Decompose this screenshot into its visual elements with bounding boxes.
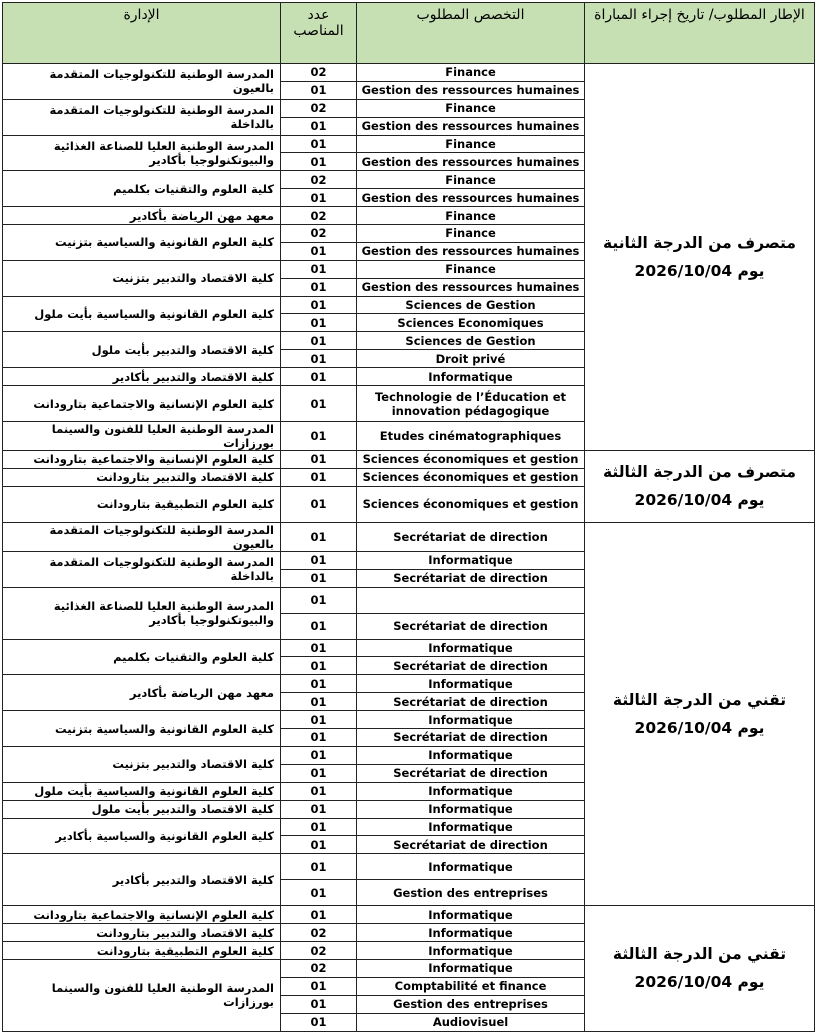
institution-name: كلية الاقتصاد والتدبير بأيت ملول <box>3 332 281 368</box>
institution-name: كلية الاقتصاد والتدبير بتارودانت <box>3 468 281 486</box>
positions-count: 01 <box>281 314 357 332</box>
institution-name: كلية الاقتصاد والتدبير بتارودانت <box>3 924 281 942</box>
positions-count: 02 <box>281 64 357 82</box>
header-row <box>3 3 815 64</box>
positions-count: 01 <box>281 818 357 836</box>
institution-name: كلية العلوم القانونية والسياسية بتزنيت <box>3 711 281 747</box>
positions-count: 01 <box>281 486 357 522</box>
specialty: Comptabilité et finance <box>357 977 585 995</box>
cadre-title: متصرف من الدرجة الثالثة <box>603 463 796 482</box>
specialty: Informatique <box>357 639 585 657</box>
exam-date: يوم 2026/10/04 <box>634 491 765 510</box>
institution-name: كلية العلوم القانونية والسياسية بتزنيت <box>3 225 281 261</box>
positions-count: 01 <box>281 782 357 800</box>
positions-count: 01 <box>281 906 357 924</box>
positions-count: 01 <box>281 153 357 171</box>
institution-name: كلية العلوم التطبيقية بتارودانت <box>3 486 281 522</box>
specialty: Droit privé <box>357 350 585 368</box>
specialty: Informatique <box>357 368 585 386</box>
positions-count: 01 <box>281 711 357 729</box>
institution-name: المدرسة الوطنية العليا للصناعة الغذائية والبيوتكنولوجيا بأكادير <box>3 587 281 639</box>
positions-count: 02 <box>281 207 357 225</box>
positions-count: 01 <box>281 746 357 764</box>
institution-name: كلية الاقتصاد والتدبير بأكادير <box>3 854 281 906</box>
specialty: Secrétariat de direction <box>357 764 585 782</box>
institution-name: كلية الاقتصاد والتدبير بأكادير <box>3 368 281 386</box>
positions-count: 01 <box>281 551 357 569</box>
specialty: Finance <box>357 260 585 278</box>
recruitment-table <box>2 2 815 1032</box>
specialty: Secrétariat de direction <box>357 613 585 639</box>
institution-name: المدرسة الوطنية العليا للصناعة الغذائية والبيوتكنولوجيا بأكادير <box>3 135 281 171</box>
cadre-cell <box>585 906 815 1031</box>
positions-count: 01 <box>281 522 357 551</box>
header-count: عدد المناصب <box>281 3 357 64</box>
table-row <box>3 522 815 551</box>
table-row <box>3 64 815 82</box>
specialty: Informatique <box>357 800 585 818</box>
cadre-cell <box>585 522 815 905</box>
specialty: Sciences économiques et gestion <box>357 486 585 522</box>
specialty: Gestion des ressources humaines <box>357 81 585 99</box>
institution-name: كلية العلوم والتقنيات بكلميم <box>3 171 281 207</box>
table-body <box>3 64 815 1032</box>
specialty: Finance <box>357 99 585 117</box>
institution-name: المدرسة الوطنية للتكنولوجيات المتقدمة بالعيون <box>3 64 281 100</box>
positions-count: 01 <box>281 278 357 296</box>
specialty: Secrétariat de direction <box>357 569 585 587</box>
positions-count: 02 <box>281 171 357 189</box>
header-spec: التخصص المطلوب <box>357 3 585 64</box>
exam-date: يوم 2026/10/04 <box>634 262 765 281</box>
specialty: Secrétariat de direction <box>357 693 585 711</box>
positions-count: 01 <box>281 995 357 1013</box>
positions-count: 01 <box>281 81 357 99</box>
specialty: Secrétariat de direction <box>357 729 585 747</box>
positions-count: 01 <box>281 613 357 639</box>
institution-name: كلية العلوم القانونية والسياسية بأيت ملول <box>3 296 281 332</box>
specialty: Audiovisuel <box>357 1013 585 1031</box>
cadre-title: تقني من الدرجة الثالثة <box>612 945 787 964</box>
cadre-cell <box>585 451 815 523</box>
institution-name: كلية العلوم الإنسانية والاجتماعية بتارودانت <box>3 386 281 422</box>
specialty: Sciences économiques et gestion <box>357 451 585 469</box>
institution-name: المدرسة الوطنية للتكنولوجيات المتقدمة بالداخلة <box>3 99 281 135</box>
institution-name: كلية العلوم القانونية والسياسية بأكادير <box>3 818 281 854</box>
exam-date: يوم 2026/10/04 <box>634 719 765 738</box>
specialty: Etudes cinématographiques <box>357 422 585 451</box>
positions-count: 01 <box>281 854 357 880</box>
institution-name: كلية العلوم والتقنيات بكلميم <box>3 639 281 675</box>
cadre-title: تقني من الدرجة الثالثة <box>612 691 787 710</box>
positions-count: 01 <box>281 296 357 314</box>
specialty: Secrétariat de direction <box>357 522 585 551</box>
specialty: Sciences économiques et gestion <box>357 468 585 486</box>
positions-count: 01 <box>281 242 357 260</box>
positions-count: 01 <box>281 1013 357 1031</box>
positions-count: 02 <box>281 942 357 960</box>
positions-count: 01 <box>281 117 357 135</box>
positions-count: 01 <box>281 880 357 906</box>
institution-name: كلية العلوم القانونية والسياسية بأيت ملول <box>3 782 281 800</box>
positions-count: 01 <box>281 657 357 675</box>
specialty: Finance <box>357 225 585 243</box>
positions-count: 01 <box>281 693 357 711</box>
positions-count: 01 <box>281 135 357 153</box>
exam-date: يوم 2026/10/04 <box>634 973 765 992</box>
specialty: Finance <box>357 135 585 153</box>
positions-count: 02 <box>281 99 357 117</box>
positions-count: 01 <box>281 836 357 854</box>
positions-count: 01 <box>281 332 357 350</box>
specialty: Sciences de Gestion <box>357 296 585 314</box>
positions-count: 02 <box>281 959 357 977</box>
positions-count: 01 <box>281 764 357 782</box>
institution-name: المدرسة الوطنية العليا للفنون والسينما بورزازات <box>3 422 281 451</box>
positions-count: 01 <box>281 639 357 657</box>
specialty: Gestion des ressources humaines <box>357 117 585 135</box>
positions-count: 01 <box>281 368 357 386</box>
positions-count: 01 <box>281 260 357 278</box>
specialty: Sciences Economiques <box>357 314 585 332</box>
table-row <box>3 906 815 924</box>
specialty: Informatique <box>357 818 585 836</box>
specialty: Technologie de l’Éducation et innovation pédagogique <box>357 386 585 422</box>
specialty: Gestion des entreprises <box>357 995 585 1013</box>
institution-name: كلية العلوم الإنسانية والاجتماعية بتارودانت <box>3 451 281 469</box>
specialty: Gestion des ressources humaines <box>357 242 585 260</box>
positions-count: 01 <box>281 350 357 368</box>
positions-count: 01 <box>281 587 357 613</box>
specialty: Sciences de Gestion <box>357 332 585 350</box>
specialty: Gestion des ressources humaines <box>357 189 585 207</box>
institution-name: المدرسة الوطنية للتكنولوجيات المتقدمة بالداخلة <box>3 551 281 587</box>
positions-count: 01 <box>281 977 357 995</box>
positions-count: 01 <box>281 386 357 422</box>
table-row <box>3 451 815 469</box>
cadre-title: متصرف من الدرجة الثانية <box>603 234 796 253</box>
positions-count: 02 <box>281 225 357 243</box>
positions-count: 01 <box>281 468 357 486</box>
specialty: Informatique <box>357 711 585 729</box>
specialty: Gestion des entreprises <box>357 880 585 906</box>
specialty: Finance <box>357 207 585 225</box>
specialty: Gestion des ressources humaines <box>357 278 585 296</box>
institution-name: معهد مهن الرياضة بأكادير <box>3 675 281 711</box>
specialty: Informatique <box>357 854 585 880</box>
positions-count: 02 <box>281 924 357 942</box>
institution-name: المدرسة الوطنية للتكنولوجيات المتقدمة بالعيون <box>3 522 281 551</box>
positions-count: 01 <box>281 800 357 818</box>
specialty: Secrétariat de direction <box>357 657 585 675</box>
specialty: Informatique <box>357 959 585 977</box>
header-cadre: الإطار المطلوب/ تاريخ إجراء المباراة <box>585 3 815 64</box>
specialty: Informatique <box>357 675 585 693</box>
positions-count: 01 <box>281 451 357 469</box>
institution-name: كلية الاقتصاد والتدبير بأيت ملول <box>3 800 281 818</box>
specialty: Informatique <box>357 924 585 942</box>
specialty: Gestion des ressources humaines <box>357 153 585 171</box>
specialty: Informatique <box>357 551 585 569</box>
positions-count: 01 <box>281 729 357 747</box>
institution-name: كلية الاقتصاد والتدبير بتزنيت <box>3 260 281 296</box>
specialty <box>357 587 585 613</box>
header-dept: الإدارة <box>3 3 281 64</box>
positions-count: 01 <box>281 675 357 693</box>
specialty: Finance <box>357 64 585 82</box>
institution-name: كلية العلوم التطبيقية بتارودانت <box>3 942 281 960</box>
institution-name: معهد مهن الرياضة بأكادير <box>3 207 281 225</box>
institution-name: المدرسة الوطنية العليا للفنون والسينما بورزازات <box>3 959 281 1031</box>
positions-count: 01 <box>281 422 357 451</box>
specialty: Secrétariat de direction <box>357 836 585 854</box>
cadre-cell <box>585 64 815 451</box>
specialty: Informatique <box>357 942 585 960</box>
specialty: Informatique <box>357 746 585 764</box>
institution-name: كلية الاقتصاد والتدبير بتزنيت <box>3 746 281 782</box>
specialty: Informatique <box>357 782 585 800</box>
specialty: Finance <box>357 171 585 189</box>
positions-count: 01 <box>281 569 357 587</box>
positions-count: 01 <box>281 189 357 207</box>
institution-name: كلية العلوم الإنسانية والاجتماعية بتارودانت <box>3 906 281 924</box>
specialty: Informatique <box>357 906 585 924</box>
